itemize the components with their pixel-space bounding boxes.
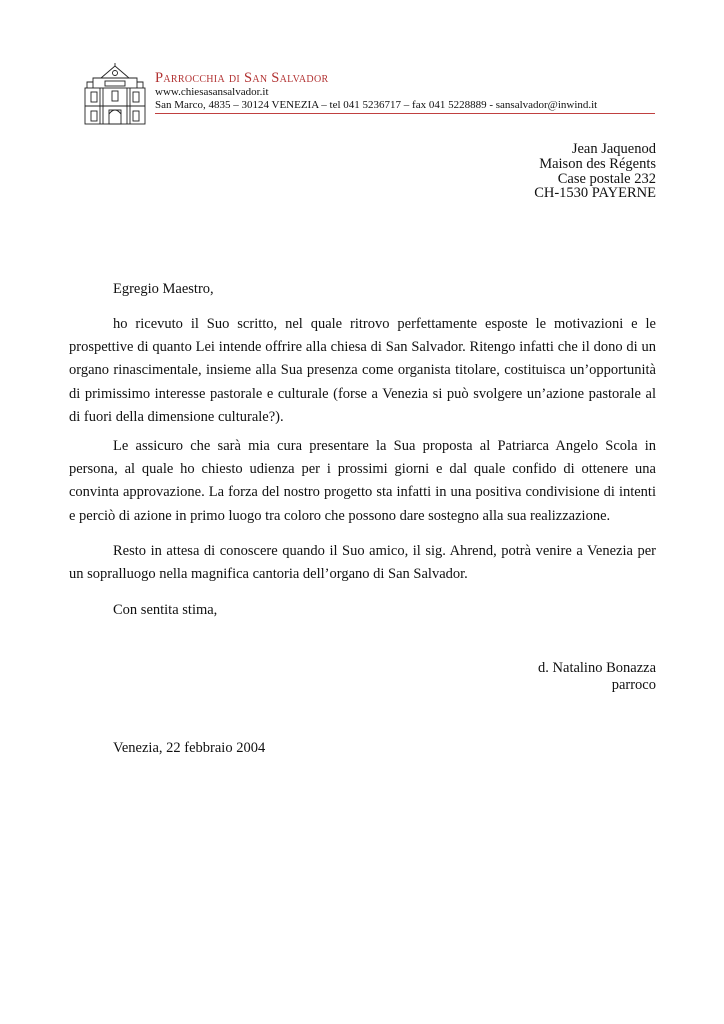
signature-title: parroco [611, 677, 656, 693]
closing: Con sentita stima, [113, 602, 218, 618]
parish-name: Parrocchia di San Salvador [155, 70, 329, 86]
parish-address: San Marco, 4835 – 30124 VENEZIA – tel 041 5236717 – fax 041 5228889 - sansalvador@inwind.it [155, 99, 598, 111]
recipient-address [534, 142, 656, 201]
recipient-name: Jean Jaquenod [571, 141, 656, 157]
parish-website: www.chiesasansalvador.it [155, 86, 269, 98]
letter-date: Venezia, 22 febbraio 2004 [113, 740, 266, 756]
recipient-line: CH-1530 PAYERNE [534, 185, 656, 202]
body-paragraph: Resto in attesa di conoscere quando il Suo amico, il sig. Ahrend, potrà venire a Venezia per un sopralluogo nella magnifica cantoria dell’organo di San Salvador. [69, 543, 656, 583]
body-paragraph: Le assicuro che sarà mia cura presentare la Sua proposta al Patriarca Angelo Scola in persona, al quale ho chiesto udienza per i prossimi giorni e dal quale confido di ottenere una convinta approvazione. La forza del nostro progetto sta infatti in una positiva condivisione di intenti e perciò di azione in primo luogo tra coloro che possono dare sostegno alla sua realizzazione. [69, 438, 656, 524]
signature-name: d. Natalino Bonazza [538, 660, 656, 676]
letterhead-divider [155, 113, 655, 114]
recipient-line: Case postale 232 [557, 170, 656, 187]
recipient-line: Maison des Régents [539, 155, 656, 172]
church-facade-icon [83, 62, 147, 126]
salutation: Egregio Maestro, [113, 281, 214, 297]
body-paragraph: ho ricevuto il Suo scritto, nel quale ritrovo perfettamente esposte le motivazioni e le prospettive di quanto Lei intende offrire alla chiesa di San Salvador. Ritengo infatti che il dono di un organo rinascimentale, insieme alla Sua presenza come organista titolare, costituisca un’opportunità di primissimo interesse pastorale e culturale (forse a Venezia si può svolgere un’azione pastorale al di fuori della dimensione culturale?). [69, 316, 656, 425]
signature-block [538, 660, 656, 694]
